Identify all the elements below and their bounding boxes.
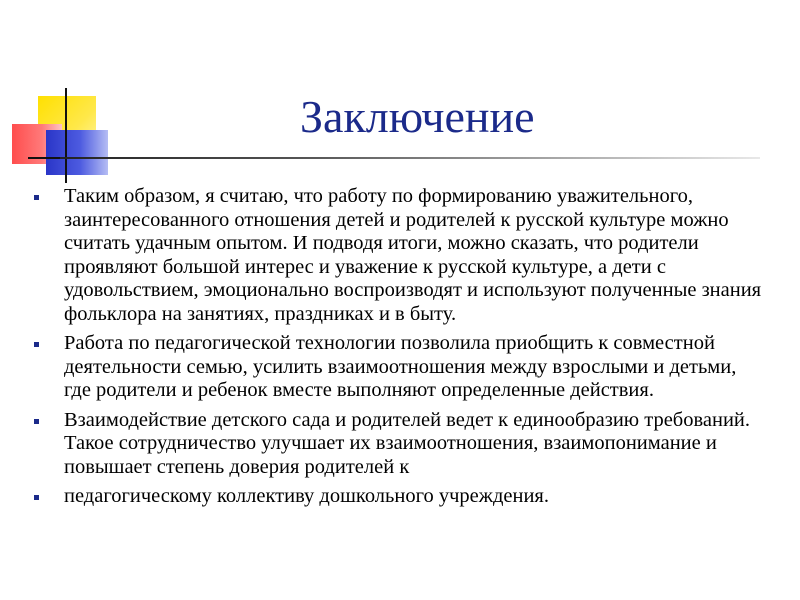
decorative-squares-graphic	[0, 0, 140, 190]
bullet-list	[34, 185, 764, 515]
slide-title: Заключение	[300, 91, 535, 142]
title-underline-rule	[60, 157, 760, 159]
vertical-line-decoration	[65, 88, 67, 183]
bullet-item-1	[34, 185, 764, 326]
blue-square-decoration	[46, 130, 108, 175]
square-bullet-icon	[34, 342, 39, 347]
bullet-item-4	[34, 485, 764, 509]
square-bullet-icon	[34, 195, 39, 200]
bullet-text: Взаимодействие детского сада и родителей ведет к единообразию требований. Такое сотрудничество улучшает их взаимоотношения, взаимопонимание и повышает степень доверия родителей к	[64, 408, 751, 478]
square-bullet-icon	[34, 495, 39, 500]
bullet-item-3	[34, 409, 764, 480]
square-bullet-icon	[34, 419, 39, 424]
bullet-text: Таким образом, я считаю, что работу по формированию уважительного, заинтересованного отношения детей и родителей к русской культуре можно считать удачным опытом. И подводя итоги, можно сказать, что родители проявляют большой интерес и уважение к русской культуре, а дети с удовольствием, эмоционально воспроизводят и используют полученные знания фольклора на занятиях, праздниках и в быту.	[64, 185, 762, 325]
bullet-text: педагогическому коллективу дошкольного учреждения.	[64, 485, 549, 507]
bullet-text: Работа по педагогической технологии позволила приобщить к совместной деятельности семью, усилить взаимоотношения между взрослыми и детьми, где родители и ребенок вместе выполняют определенные действия.	[64, 332, 737, 401]
bullet-item-2	[34, 332, 764, 403]
